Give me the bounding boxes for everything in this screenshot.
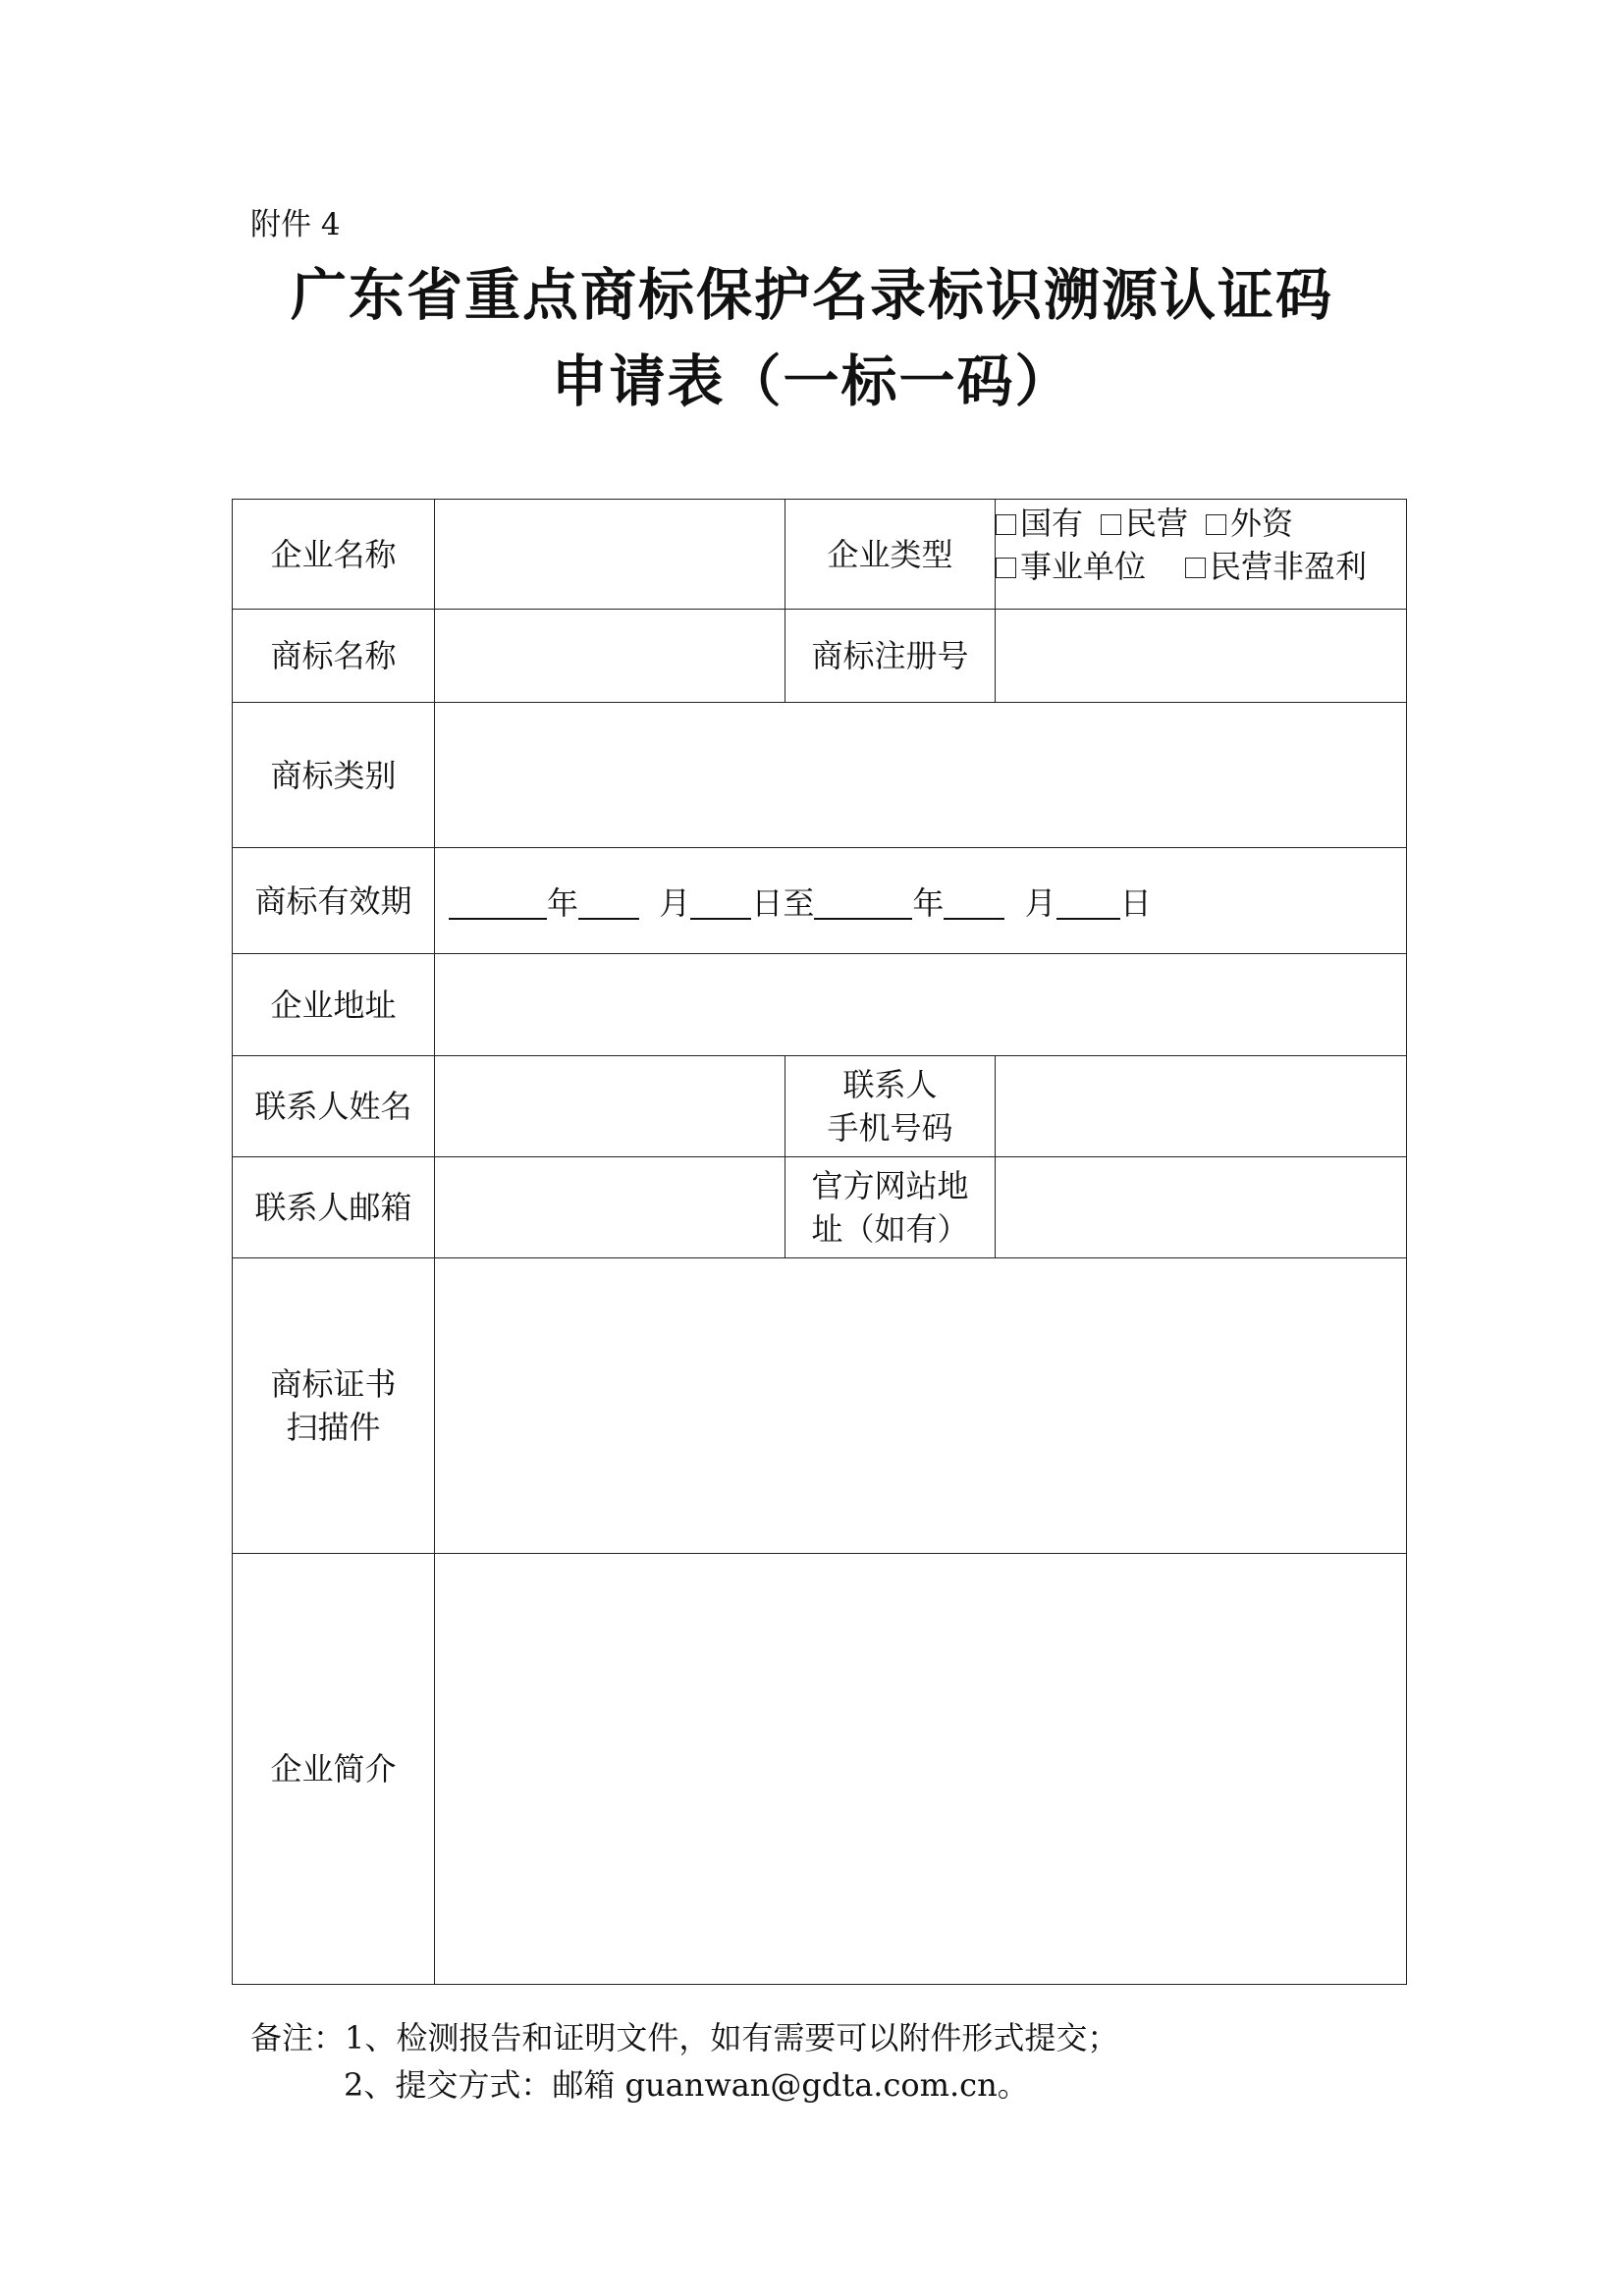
form-title-line2: 申请表（一标一码） xyxy=(551,349,1073,414)
note-line-2: 2、提交方式：邮箱 guanwan@gdta.com.cn。 xyxy=(344,2066,1029,2104)
row-trademark-name xyxy=(233,610,1407,703)
trademark-category-label: 商标类别 xyxy=(233,703,435,848)
row-company-address xyxy=(233,954,1407,1056)
company-type-label: 企业类型 xyxy=(785,500,996,610)
row-company-intro xyxy=(233,1554,1407,1985)
contact-name-label: 联系人姓名 xyxy=(233,1056,435,1157)
company-intro-label: 企业简介 xyxy=(233,1554,435,1985)
row-contact-email xyxy=(233,1157,1407,1258)
checkbox-icon xyxy=(1101,514,1121,535)
form-title-line1: 广东省重点商标保护名录标识溯源认证码 xyxy=(291,263,1333,328)
company-type-option-foreign[interactable]: 外资 xyxy=(1206,502,1293,545)
company-name-label: 企业名称 xyxy=(233,500,435,610)
company-intro-field[interactable] xyxy=(435,1554,1407,1985)
trademark-validity-label: 商标有效期 xyxy=(233,848,435,954)
end-year-blank[interactable] xyxy=(814,890,912,920)
website-label: 官方网站地 址（如有） xyxy=(785,1157,996,1258)
trademark-reg-no-field[interactable] xyxy=(996,610,1407,703)
trademark-name-label: 商标名称 xyxy=(233,610,435,703)
company-type-options xyxy=(996,500,1407,610)
row-company-name xyxy=(233,500,1407,610)
row-trademark-validity xyxy=(233,848,1407,954)
row-contact-name xyxy=(233,1056,1407,1157)
notes xyxy=(250,2014,1118,2109)
checkbox-icon xyxy=(996,514,1016,535)
certificate-scan-field[interactable] xyxy=(435,1258,1407,1554)
contact-email-label: 联系人邮箱 xyxy=(233,1157,435,1258)
trademark-category-field[interactable] xyxy=(435,703,1407,848)
attachment-label: 附件 4 xyxy=(250,207,341,242)
start-month-blank[interactable] xyxy=(578,890,639,920)
company-name-field[interactable] xyxy=(435,500,785,610)
company-address-label: 企业地址 xyxy=(233,954,435,1056)
contact-phone-label: 联系人 手机号码 xyxy=(785,1056,996,1157)
checkbox-icon xyxy=(996,558,1016,578)
company-type-option-private-nonprofit[interactable]: 民营非盈利 xyxy=(1185,545,1367,588)
start-day-blank[interactable] xyxy=(690,890,751,920)
company-type-option-public-institution[interactable]: 事业单位 xyxy=(996,545,1146,588)
row-trademark-category xyxy=(233,703,1407,848)
end-month-blank[interactable] xyxy=(944,890,1004,920)
contact-email-field[interactable] xyxy=(435,1157,785,1258)
note-line-1: 备注：1、检测报告和证明文件，如有需要可以附件形式提交； xyxy=(250,2019,1119,2056)
company-address-field[interactable] xyxy=(435,954,1407,1056)
application-form-table xyxy=(232,499,1407,1985)
row-certificate-scan xyxy=(233,1258,1407,1554)
end-day-blank[interactable] xyxy=(1056,890,1120,920)
company-type-option-state[interactable]: 国有 xyxy=(996,502,1083,545)
checkbox-icon xyxy=(1206,514,1226,535)
contact-name-field[interactable] xyxy=(435,1056,785,1157)
company-type-option-private[interactable]: 民营 xyxy=(1101,502,1188,545)
contact-phone-field[interactable] xyxy=(996,1056,1407,1157)
trademark-reg-no-label: 商标注册号 xyxy=(785,610,996,703)
trademark-validity-field[interactable]: 年 月 日至 年 月 日 xyxy=(435,848,1407,954)
certificate-scan-label: 商标证书 扫描件 xyxy=(233,1258,435,1554)
start-year-blank[interactable] xyxy=(449,890,547,920)
checkbox-icon xyxy=(1185,558,1206,578)
website-field[interactable] xyxy=(996,1157,1407,1258)
trademark-name-field[interactable] xyxy=(435,610,785,703)
